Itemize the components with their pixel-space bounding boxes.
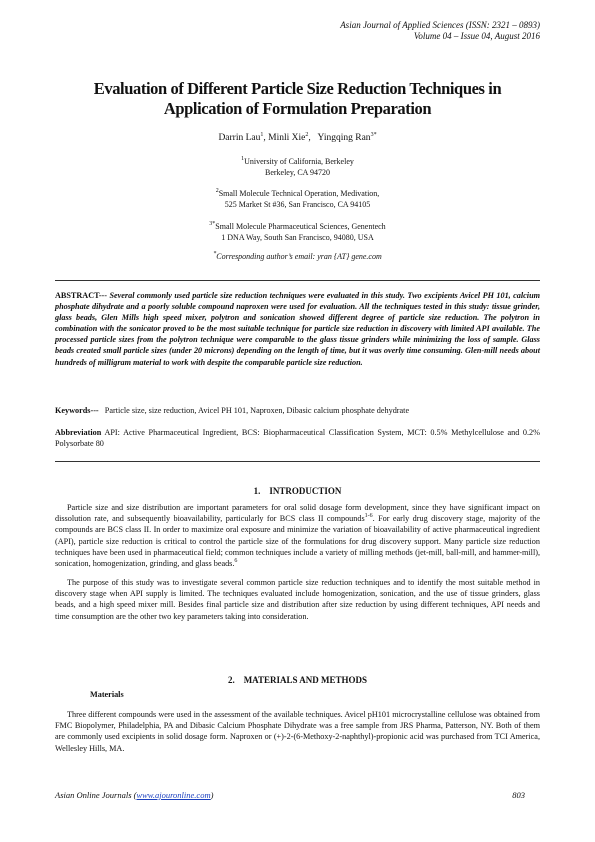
affiliation-line: Berkeley, CA 94720 (264, 168, 331, 177)
paragraph: The purpose of this study was to investigate several common particle size reduction techniques and to identify the most suitable method in discovery stage when API supply is limited. The techniques evaluated include homogenization, sonication, and the use of tissue grinders, glass beads, and a high speed mixer mill. Besides final particle size and distribution after size reduction by using different techniques, API needs and time consumption are the other two key parameters taking into consideration. (55, 578, 540, 621)
paper-title-line-1: Evaluation of Different Particle Size Reduction Techniques in (93, 79, 502, 98)
affiliation-line: Small Molecule Technical Operation, Medivation, (218, 189, 380, 198)
journal-header (340, 20, 540, 42)
corresponding-mark: * (213, 251, 217, 257)
abstract (55, 290, 540, 368)
page-footer (55, 790, 540, 800)
keywords-text: Particle size, size reduction, Avicel PH 101, Naproxen, Dibasic calcium phosphate dehydrate (104, 406, 410, 415)
paragraph (55, 502, 540, 569)
section-heading-methods: 2. MATERIALS AND METHODS (227, 675, 368, 685)
footer-link[interactable]: www.ajouronline.com (136, 790, 211, 800)
affiliation-mark: 2 (215, 188, 219, 194)
divider-rule (55, 280, 540, 281)
abstract-text: Several commonly used particle size reduction techniques were evaluated in this study. Two excipients Avicel PH 101, calcium phosphate dihydrate and a poorly soluble compound naproxen were used for evaluation. All the techniques tested in this study: tissue grinder, glass beads, Glen Mills high speed mixer, polytron and sonication showed different degree of particle size reduction. The polytron in combination with the sonicator proved to be the most suitable technique for particle size reduction in discovery with limited API available. The processed particle sizes from the polytron technique were comparable to the glass tissue grinders while minimizing the loss of sample. Glass beads created small particle sizes (under 20 microns) depending on the length of time, but it was overly time consuming. Glen-mill needs about hundreds of milligram material to work with despite the comparable particle size reduction. (55, 291, 540, 367)
page-number: 803 (512, 790, 525, 800)
abstract-label: ABSTRACT--- (55, 291, 108, 300)
author-affil-mark: 1 (260, 132, 264, 138)
author-name: Minli Xie (268, 133, 306, 143)
author-list: Darrin Lau$^1$, Minli Xie$^2$, Yingqing Ran$^{3*}$ (218, 132, 377, 143)
affiliation (55, 188, 540, 210)
affiliation-mark: 1 (241, 156, 245, 162)
corresponding-email: Corresponding author’s email: yran {AT} gene.com (216, 252, 382, 261)
affiliation (55, 156, 540, 178)
abbreviations-label: Abbreviation (55, 428, 102, 437)
keywords-label: Keywords--- (55, 406, 99, 415)
corresponding-author (55, 251, 540, 262)
citation-mark: 6 (234, 558, 238, 565)
author-affil-mark: 3* (370, 132, 377, 138)
author-name: Darrin Lau (218, 133, 261, 143)
affiliation-mark: 3* (209, 221, 216, 227)
affiliation-line: 1 DNA Way, South San Francisco, 94080, USA (221, 233, 374, 242)
footer-journal: Asian Online Journals ( (55, 790, 137, 800)
divider-rule (55, 461, 540, 462)
section-heading-introduction: 1. INTRODUCTION (253, 486, 342, 496)
paragraph-text: Particle size and size distribution are important parameters for oral solid dosage form development, since they have significant impact on dissolution rate, and subsequently bioavailability, particularly for BCS class II compounds (55, 503, 540, 524)
footer-suffix: ) (210, 790, 214, 800)
journal-issn: Asian Journal of Applied Sciences (ISSN: 2321 – 0893) (340, 20, 540, 30)
citation-mark: 1-6 (364, 513, 373, 520)
affiliation-line: University of California, Berkeley (244, 157, 354, 166)
author-name: Yingqing Ran (317, 133, 371, 143)
abbreviations-text: API: Active Pharmaceutical Ingredient, BCS: Biopharmaceutical Classification System, MCT: 0.5% Methylcellulose and 0.2% Polysorbate 80 (55, 428, 540, 448)
subsection-heading-materials: Materials (90, 690, 124, 699)
affiliation (55, 221, 540, 243)
affiliation-line: 525 Market St #36, San Francisco, CA 94105 (224, 200, 371, 209)
journal-volume: Volume 04 – Issue 04, August 2016 (413, 31, 540, 41)
affiliation-line: Small Molecule Pharmaceutical Sciences, Genentech (215, 222, 386, 231)
paper-title-line-2: Application of Formulation Preparation (163, 99, 432, 118)
abbreviations (55, 427, 540, 449)
paper-title (55, 79, 540, 119)
paragraph: Three different compounds were used in the assessment of the available techniques. Avicel pH101 microcrystalline cellulose was obtained from FMC Biopolymer, Philadelphia, PA and Dibasic Calcium Phosphate Dihydrate was a free sample from JRS Pharma, Patterson, NY. Both of them are commonly used excipients in solid dosage form. Naproxen or (+)-2-(6-Methoxy-2-naphthyl)-propionic acid was purchased from TCI America, Wellesley Hills, MA. (55, 710, 540, 753)
paragraph-text: . For early drug discovery stage, majority of the compounds are BCS class II. In order to maximize oral exposure and minimize the variation of bioavailability of active pharmaceutical ingredient (API), particle size reduction is critical to control the particle size of the formulations for drug discovery support. Many particle size reduction techniques have been used in pharmaceutical field; common techniques include a variety of milling methods (jet-mill, ball-mill, and hammer-mill), sonication, homogenization, grinding, and glass beads. (55, 514, 540, 569)
keywords (55, 405, 540, 416)
author-affil-mark: 2 (305, 132, 309, 138)
